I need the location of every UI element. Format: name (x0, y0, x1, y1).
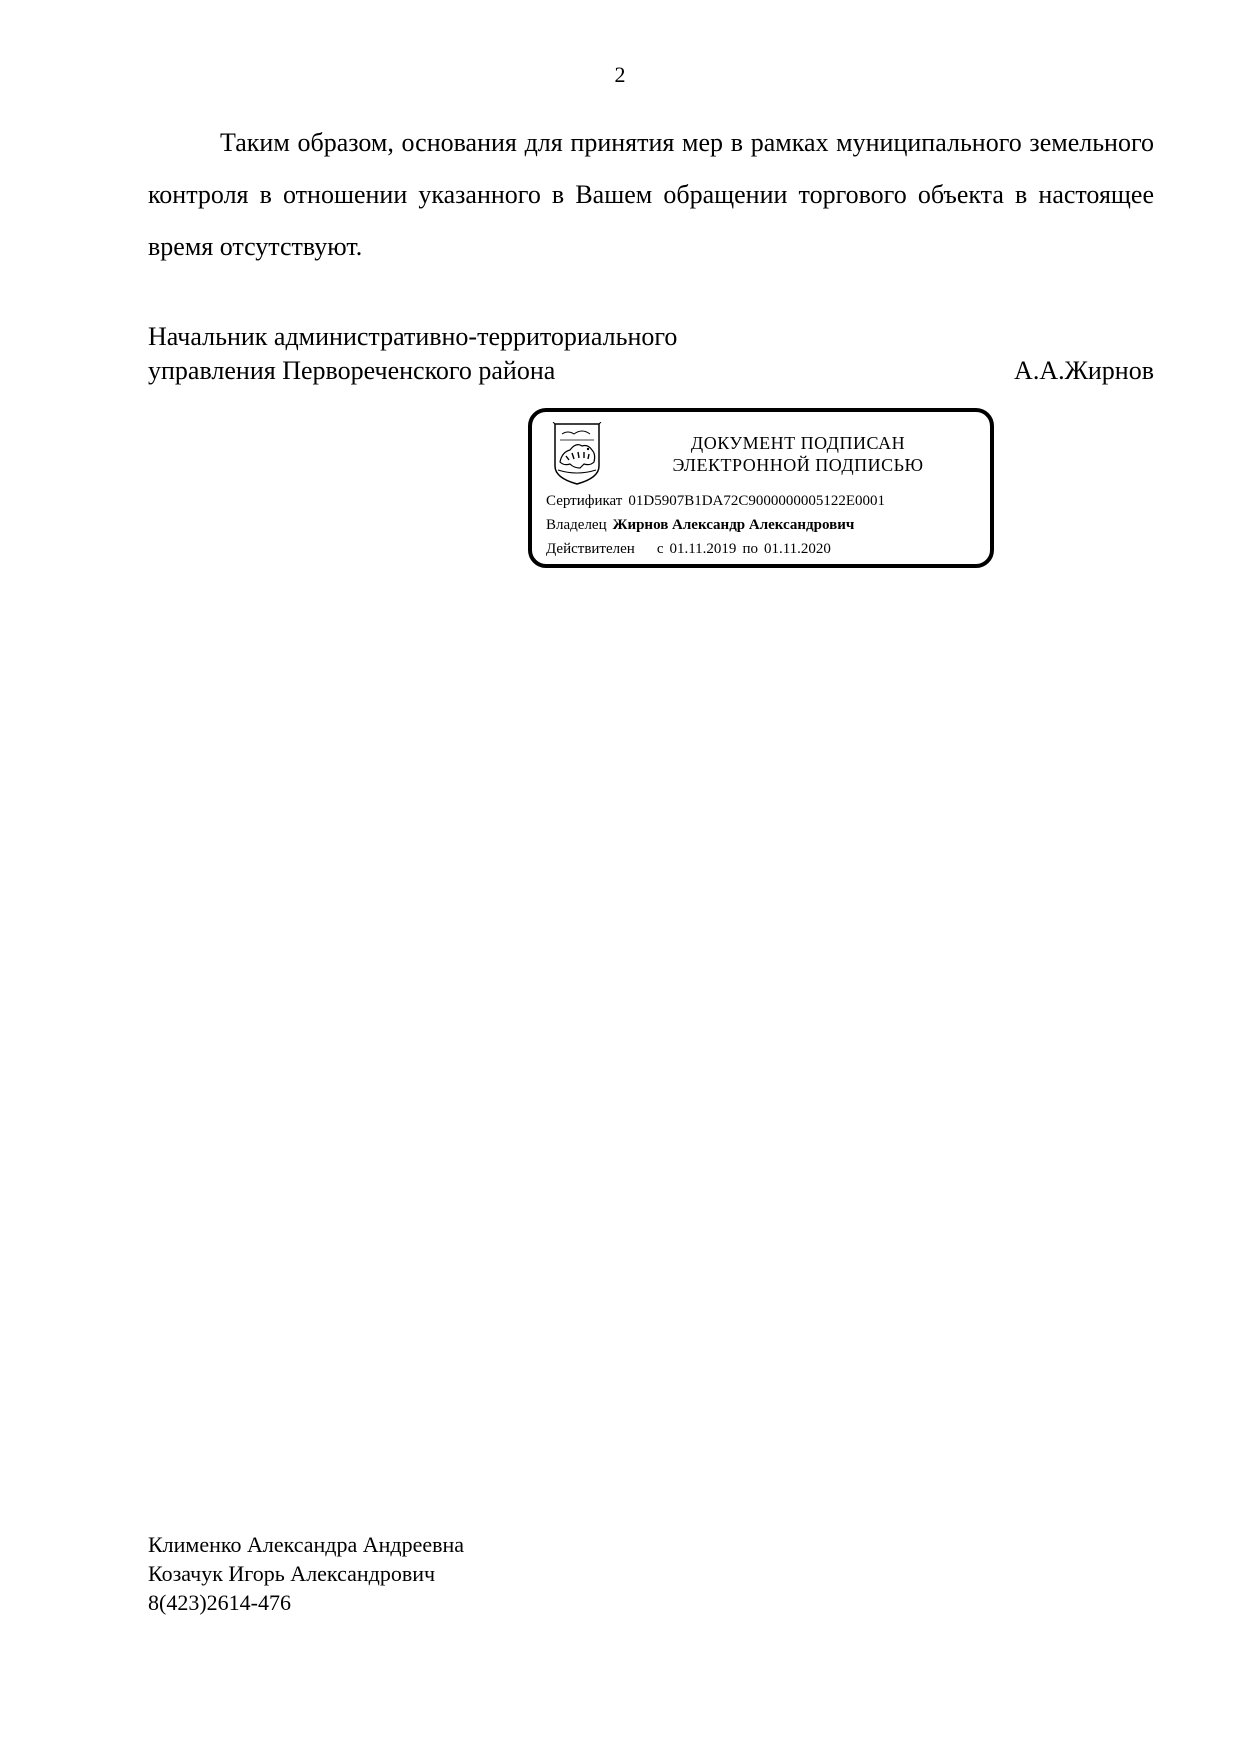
validity-row (546, 537, 986, 561)
valid-from-label: с (656, 541, 664, 557)
signer-position-line1: Начальник административно-территориального (148, 322, 678, 351)
valid-from-date: 01.11.2019 (669, 541, 737, 557)
certificate-value: 01D5907B1DA72C9000000005122E0001 (628, 493, 886, 509)
valid-to-date: 01.11.2020 (763, 541, 831, 557)
contact-person-1: Клименко Александра Андреевна (148, 1532, 465, 1557)
contact-person-2: Козачук Игорь Александрович (148, 1561, 436, 1586)
stamp-title (628, 432, 968, 476)
signature-block (148, 320, 1154, 388)
owner-value: Жирнов Александр Александрович (612, 517, 855, 533)
electronic-signature-stamp (528, 408, 994, 568)
owner-row (546, 513, 986, 537)
valid-label: Действителен (546, 541, 635, 557)
page-number: 2 (614, 62, 626, 87)
signer-position-line2: управления Первореченского района (148, 356, 556, 385)
tiger-coat-of-arms-icon (552, 422, 602, 486)
valid-to-label: по (742, 541, 758, 557)
body-paragraph: Таким образом, основания для принятия мер в рамках муниципального земельного контроля в отношении указанного в Вашем обращении торгового объекта в настоящее время отсутствуют. (148, 128, 1154, 261)
signer-name: А.А.Жирнов (1014, 356, 1154, 385)
stamp-title-line2: ЭЛЕКТРОННОЙ ПОДПИСЬЮ (672, 455, 924, 475)
certificate-label: Сертификат (546, 493, 623, 509)
owner-label: Владелец (546, 517, 607, 533)
stamp-title-line1: ДОКУМЕНТ ПОДПИСАН (690, 433, 906, 453)
contact-phone: 8(423)2614-476 (148, 1590, 291, 1615)
contacts-block (148, 1530, 464, 1617)
certificate-row (546, 489, 986, 513)
